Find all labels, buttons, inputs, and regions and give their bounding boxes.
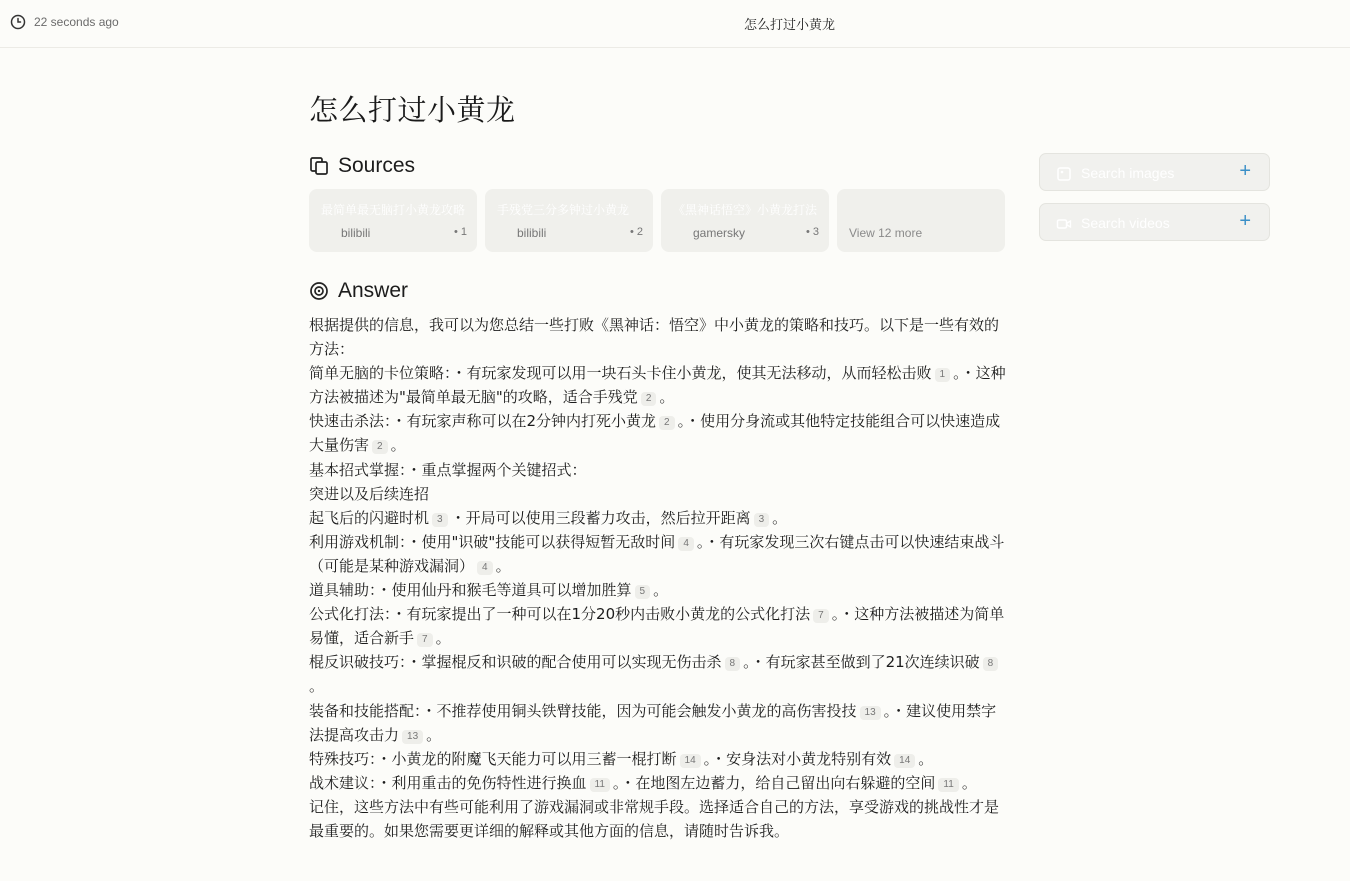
search-videos-button[interactable] [1039,203,1270,241]
citation-badge[interactable]: 4 [477,561,493,575]
citation-badge[interactable]: 13 [402,730,423,744]
citation-badge[interactable]: 2 [372,440,388,454]
source-cards [309,189,1005,252]
source-site: bilibili [341,226,371,240]
view-more-sources[interactable] [837,189,1005,252]
top-bar [0,0,1350,48]
answer-paragraph: 快速击杀法：・有玩家声称可以在2分钟内打死小黄龙 2 。・使用分身流或其他特定技能组合可以快速造成大量伤害 2 。 [309,412,1001,455]
answer-paragraph: 根据提供的信息，我可以为您总结一些打败《黑神话：悟空》中小黄龙的策略和技巧。以下是一些有效的方法： [309,316,1000,359]
favicon-icon [321,226,335,240]
citation-badge[interactable]: 4 [678,537,694,551]
answer-paragraph: 记住，这些方法中有些可能利用了游戏漏洞或非常规手段。选择适合自己的方法，享受游戏的挑战性才是最重要的。如果您需要更详细的解释或其他方面的信息，请随时告诉我。 [309,797,1000,840]
citation-badge[interactable]: 14 [894,754,915,768]
source-number: • 3 [805,226,819,238]
page-title: 怎么打过小黄龙 [309,93,516,127]
citation-badge[interactable]: 11 [938,778,958,792]
search-images-button[interactable] [1039,153,1270,191]
source-title: 手残党三分多钟过小黄龙 [497,203,630,217]
search-videos-label: Search videos [1081,215,1170,231]
image-icon [1056,166,1072,182]
citation-badge[interactable]: 8 [725,657,741,671]
sources-heading: Sources [309,154,415,178]
citation-badge[interactable]: 14 [680,754,701,768]
answer-paragraph: 基本招式掌握：・重点掌握两个关键招式： [309,460,587,479]
answer-paragraph: 利用游戏机制：・使用"识破"技能可以获得短暂无敌时间 4 。・有玩家发现三次右键点击可以快速结束战斗（可能是某种游戏漏洞） 4 。 [309,532,1005,575]
answer-heading: Answer [309,279,408,303]
source-site: bilibili [517,226,547,240]
citation-badge[interactable]: 1 [935,368,951,382]
source-site: gamersky [693,226,746,240]
search-images-label: Search images [1081,165,1175,181]
favicon-icon [673,226,687,240]
citation-badge[interactable]: 2 [659,416,675,430]
citation-badge[interactable]: 8 [983,657,999,671]
citation-badge[interactable]: 2 [641,392,657,406]
favicon-icon [497,226,511,240]
plus-icon: + [1239,210,1251,232]
source-title: 《黑神话悟空》小黄龙打法 [673,203,818,217]
citation-badge[interactable]: 3 [754,513,770,527]
source-card[interactable] [309,189,477,252]
citation-badge[interactable]: 13 [860,706,881,720]
answer-paragraph: 装备和技能搭配：・不推荐使用铜头铁臂技能，因为可能会触发小黄龙的高伤害投技 13 。・建议使用禁字法提高攻击力 13 。 [309,701,997,744]
citation-badge[interactable]: 5 [635,585,651,599]
citation-badge[interactable]: 3 [432,513,448,527]
source-number: • 2 [629,226,643,238]
source-card[interactable] [485,189,653,252]
answer-paragraph: 道具辅助：・使用仙丹和猴毛等道具可以增加胜算 5 。 [309,581,669,600]
citation-badge[interactable]: 11 [590,778,610,792]
answer-paragraph: 突进以及后续连招 [309,484,430,503]
answer-paragraph: 棍反识破技巧：・掌握棍反和识破的配合使用可以实现无伤击杀 8 。・有玩家甚至做到了21次连续识破 8。 [309,650,1009,698]
citation-badge[interactable]: 7 [813,609,829,623]
source-title: 最简单最无脑打小黄龙攻略 [321,203,466,217]
plus-icon: + [1239,160,1251,182]
timestamp-text: 22 seconds ago [34,15,119,29]
answer-body [309,313,1009,843]
answer-paragraph: 简单无脑的卡位策略：・有玩家发现可以用一块石头卡住小黄龙，使其无法移动，从而轻松击败 1 。・这种方法被描述为"最简单最无脑"的攻略，适合手残党 2 。 [309,364,1006,407]
answer-paragraph: 公式化打法：・有玩家提出了一种可以在1分20秒内击败小黄龙的公式化打法 7 。・这种方法被描述为简单易懂，适合新手 7 。 [309,605,1005,648]
source-number: • 1 [453,226,467,238]
video-icon [1056,216,1072,232]
answer-paragraph: 特殊技巧：・小黄龙的附魔飞天能力可以用三蓄一棍打断 14 。・安身法对小黄龙特别有效 14 。 [309,749,934,768]
sources-icon [309,156,329,176]
answer-icon [309,281,329,301]
answer-paragraph: 战术建议：・利用重击的免伤特性进行换血 11 。・在地图左边蓄力，给自己留出向右躲避的空间 11 。 [309,773,977,792]
thread-title: 怎么打过小黄龙 [744,18,836,33]
citation-badge[interactable]: 7 [417,633,433,647]
answer-paragraph: 起飞后的闪避时机 3 ・开局可以使用三段蓄力攻击，然后拉开距离 3 。 [309,508,788,527]
view-more-label: View 12 more [849,226,923,240]
source-card[interactable] [661,189,829,252]
